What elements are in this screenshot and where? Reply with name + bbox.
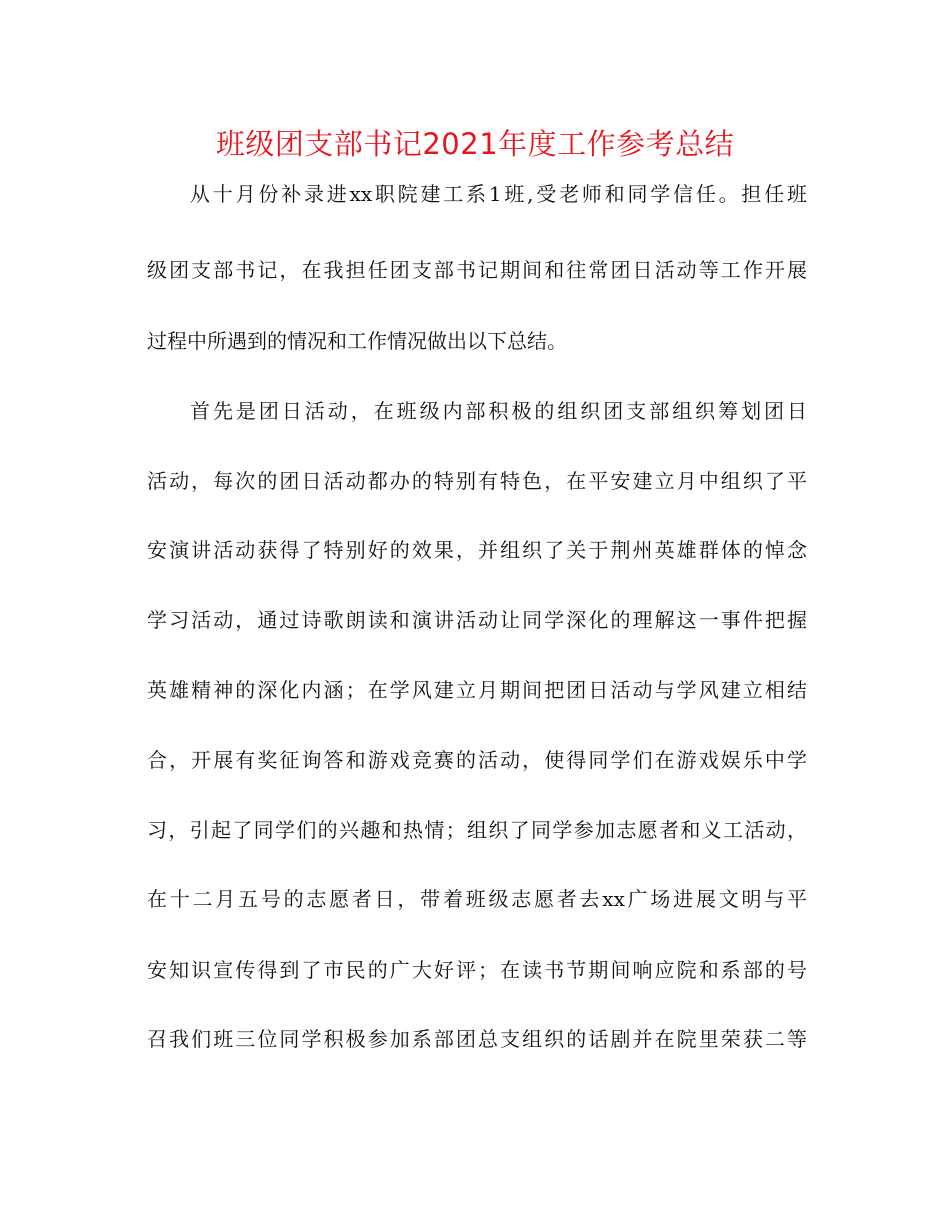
paragraph-line: 召我们班三位同学积极参加系部团总支组织的话剧并在院里荣获二等 <box>147 1027 807 1051</box>
paragraph-line: 英雄精神的深化内涵；在学风建立月期间把团日活动与学风建立相结 <box>147 678 807 702</box>
paragraph-line: 活动，每次的团日活动都办的特别有特色，在平安建立月中组织了平 <box>147 469 807 493</box>
paragraph-line: 过程中所遇到的情况和工作情况做出以下总结。 <box>147 329 567 353</box>
paragraph-line: 学习活动，通过诗歌朗读和演讲活动让同学深化的理解这一事件把握 <box>147 608 807 632</box>
paragraph-line: 首先是团日活动，在班级内部积极的组织团支部组织筹划团日 <box>190 399 807 423</box>
paragraph-line: 级团支部书记，在我担任团支部书记期间和往常团日活动等工作开展 <box>147 258 807 282</box>
paragraph-line: 习，引起了同学们的兴趣和热情；组织了同学参加志愿者和义工活动， <box>147 818 807 842</box>
paragraph-line: 合，开展有奖征询答和游戏竞赛的活动，使得同学们在游戏娱乐中学 <box>147 748 807 772</box>
paragraph-line: 在十二月五号的志愿者日，带着班级志愿者去xx广场进展文明与平 <box>147 887 807 911</box>
paragraph-line: 从十月份补录进xx职院建工系1班,受老师和同学信任。担任班 <box>190 182 807 206</box>
paragraph-line: 安演讲活动获得了特别好的效果，并组织了关于荆州英雄群体的悼念 <box>147 538 807 562</box>
document-title: 班级团支部书记2021年度工作参考总结 <box>215 127 735 161</box>
paragraph-line: 安知识宣传得到了市民的广大好评；在读书节期间响应院和系部的号 <box>147 958 807 982</box>
